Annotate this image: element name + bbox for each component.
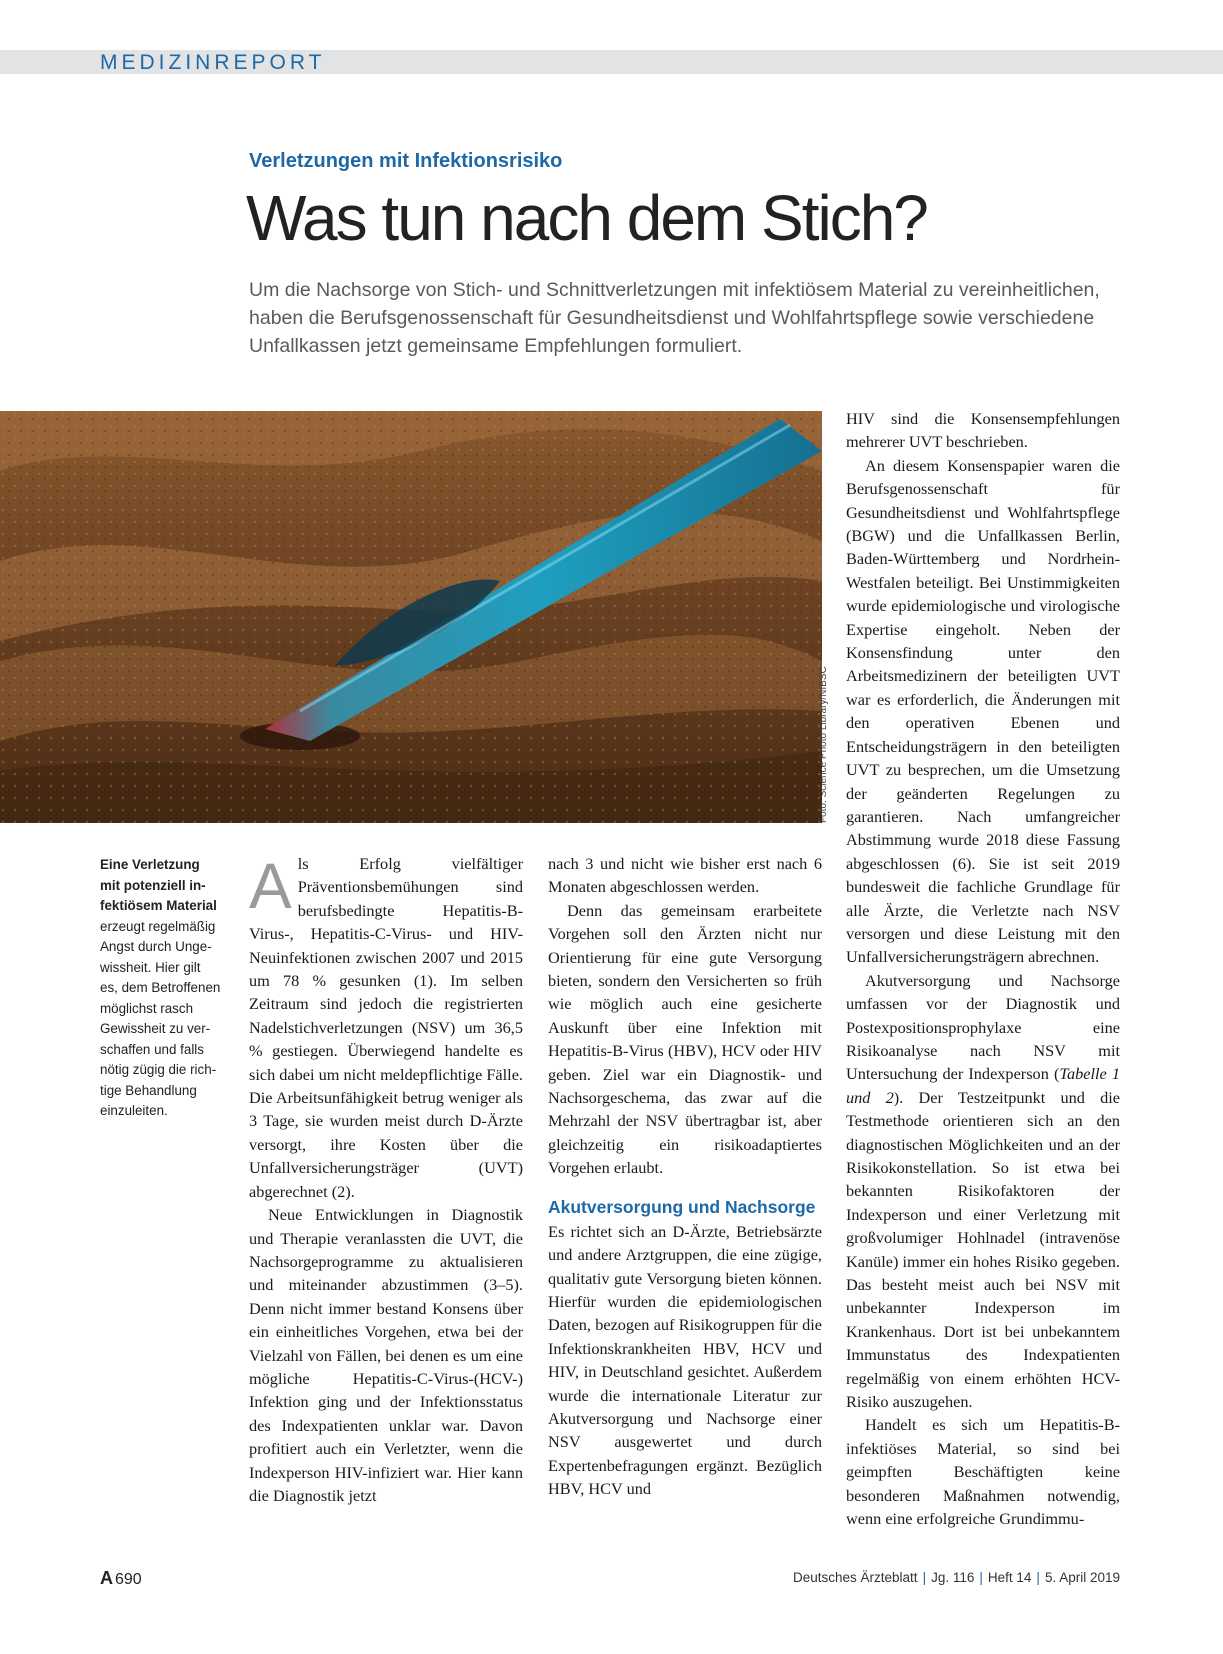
body-paragraph: nach 3 und nicht wie bisher erst nach 6 Monaten abgeschlossen werden.: [548, 854, 822, 897]
body-column-1: [249, 852, 523, 1507]
table-reference: Tabelle 1 und 2: [846, 1064, 1120, 1107]
journal-issue: Heft 14: [987, 1570, 1032, 1585]
article-kicker: Verletzungen mit Infektionsrisiko: [249, 150, 563, 172]
caption-line: tige Behandlung: [100, 1082, 197, 1098]
needle-illustration: [0, 411, 822, 823]
journal-name: Deutsches Ärzteblatt: [793, 1570, 918, 1585]
body-column-2: [548, 852, 822, 1501]
caption-line: einzuleiten.: [100, 1103, 168, 1118]
journal-volume: Jg. 116: [931, 1570, 975, 1585]
lead-line: Unfallkassen jetzt gemeinsame Empfehlungen formuliert.: [249, 335, 743, 357]
body-paragraph: Es richtet sich an D-Ärzte, Betriebsärzte und andere Arztgruppen, die eine zügige, qualitativ gute Versorgung bieten können. Hierfür wurden die epidemiologischen Daten, bezogen auf Risikogruppen für die Infektionskrankheiten HBV, HCV und HIV, in Deutschland gesichtet. Außerdem wurde die internationale Literatur zur Akutversorgung und Nachsorge einer NSV ausgewertet und durch Expertenbefragungen ergänzt. Bezüglich HBV, HCV und: [548, 1221, 822, 1499]
caption-line: wissheit. Hier gilt: [100, 959, 201, 975]
paragraph-text: ls Erfolg vielfältiger Präventionsbemühungen sind berufsbedingte Hepatitis-B-Virus-, Hepatitis-C-Virus- und HIV-Neuinfektionen zwischen 2007 und 2015 um 78 % gesunken (1). Im selben Zeitraum sind jedoch die registrierten Nadelstichverletzungen (NSV) um 36,5 % gestiegen. Überwiegend handelte es sich dabei um nicht meldepflichtige Fälle. Die Arbeitsunfähigkeit betrug weniger als 3 Tage, sie wurden meist durch D-Ärzte versorgt, ihre Kosten über die Unfallversicherungsträger (UVT) abgerechnet (2).: [249, 854, 523, 1201]
page-number-value: 690: [115, 1571, 142, 1588]
page-prefix: A: [100, 1568, 113, 1588]
lead-line: Um die Nachsorge von Stich- und Schnittverletzungen mit infektiösem Material zu vereinheitlichen,: [249, 279, 1100, 301]
separator: |: [979, 1570, 983, 1585]
journal-info: [793, 1570, 1120, 1585]
article-headline: Was tun nach dem Stich?: [246, 182, 927, 254]
body-paragraph: Handelt es sich um Hepatitis-B-infektiöses Material, so sind bei geimpften Beschäftigten keine besonderen Maßnahmen notwendig, wenn eine erfolgreiche Grundimmu-: [846, 1415, 1120, 1529]
separator: |: [1036, 1570, 1040, 1585]
section-label: MEDIZINREPORT: [100, 51, 326, 74]
body-paragraph: [249, 852, 523, 1203]
body-column-3: [846, 407, 1120, 1531]
photo-credit: Foto: Science Photo Library/NIBSC: [818, 666, 829, 823]
journal-date: 5. April 2019: [1044, 1570, 1120, 1585]
photo-caption: [100, 855, 230, 1122]
body-paragraph: Neue Entwicklungen in Diagnostik und Therapie veranlassten die UVT, die Nachsorgeprogramme zu aktualisieren und miteinander abzustimmen (3–5). Denn nicht immer bestand Konsens über ein einheitliches Vorgehen, etwa bei der Vielzahl von Fällen, bei denen es um eine mögliche Hepatitis-C-Virus-(HCV-) Infektion ging und der Infektionsstatus des Indexpatienten unklar war. Davon profitiert auch ein Verletzter, wenn die Indexperson HIV-infiziert war. Hier kann die Diagnostik jetzt: [249, 1205, 523, 1505]
body-paragraph: An diesem Konsenspapier waren die Berufsgenossenschaft für Gesundheitsdienst und Wohlfahrtspflege (BGW) und die Unfallkassen Berlin, Baden-Württemberg und Nordrhein-Westfalen beteiligt. Bei Unstimmigkeiten wurde epidemiologische und virologische Expertise eingeholt. Neben der Konsensfindung unter den Arbeitsmedizinern der beteiligten UVT war es erforderlich, die Änderungen mit den operativen Ebenen und Entscheidungsträgern in den beteiligten UVT zu besprechen, um die Umsetzung der geänderten Regelungen zu garantieren. Nach umfangreicher Abstimmung wurde 2018 diese Fassung abgeschlossen (6). Sie ist seit 2019 bundesweit die fachliche Grundlage für alle Ärzte, die Verletzte nach NSV versorgen und diese Leistung mit den Unfallversicherungsträgern abrechnen.: [846, 455, 1120, 967]
caption-line: schaffen und falls: [100, 1041, 204, 1057]
caption-line: es, dem Betroffenen: [100, 980, 221, 995]
caption-line: Eine Verletzung: [100, 857, 200, 872]
body-paragraph: Denn das gemeinsam erarbeitete Vorgehen soll den Ärzten nicht nur Orientierung für eine gute Versorgung bieten, sondern den Versicherten so früh wie möglich auch eine gesicherte Auskunft über eine Infektion mit Hepatitis-B-Virus (HBV), HCV oder HIV geben. Ziel war ein Diagnostik- und Nachsorgeschema, das zwar auf die Mehrzahl der NSV übertragbar ist, aber gleichzeitig ein risikoadaptiertes Vorgehen erlaubt.: [548, 900, 822, 1178]
body-paragraph: HIV sind die Konsensempfehlungen mehrerer UVT beschrieben.: [846, 409, 1120, 452]
caption-line: möglichst rasch: [100, 1000, 194, 1016]
caption-line: Gewissheit zu ver-: [100, 1021, 211, 1036]
caption-line: erzeugt regelmäßig: [100, 918, 216, 934]
caption-line: nötig zügig die rich-: [100, 1062, 217, 1077]
needle-skin-photo: [0, 411, 822, 823]
caption-line: Angst durch Unge-: [100, 939, 212, 954]
page-number: [100, 1568, 142, 1589]
body-paragraph: [846, 969, 1120, 1414]
caption-line: mit potenziell in-: [100, 877, 206, 893]
section-subhead: Akutversorgung und Nachsorge: [548, 1196, 816, 1217]
drop-cap: A: [249, 850, 292, 922]
caption-line: fektiösem Material: [100, 898, 217, 913]
paragraph-text: Akutversorgung und Nachsorge umfassen vor der Diagnostik und Postexpositionsprophylaxe eine Risikoanalyse nach NSV mit Untersuchung der Indexperson (: [846, 970, 1120, 1084]
paragraph-text: ). Der Testzeitpunkt und die Testmethode orientieren sich an den diagnostischen Möglichkeiten und an der Risikokonstellation. So ist etwa bei bekannten Risikofaktoren der Indexperson und einer Verletzung mit großvolumiger Hohlnadel (intravenöse Kanüle) immer ein hohes Risiko gegeben. Das besteht meist auch bei NSV mit unbekannter Indexperson im Krankenhaus. Dort ist bei unbekanntem Immunstatus des Indexpatienten regelmäßig von einem erhöhten HCV-Risiko auszugehen.: [846, 1087, 1120, 1412]
separator: |: [922, 1570, 927, 1585]
article-lead: [249, 276, 1129, 360]
lead-line: haben die Berufsgenossenschaft für Gesundheitsdienst und Wohlfahrtspflege sowie verschiedene: [249, 307, 1095, 329]
